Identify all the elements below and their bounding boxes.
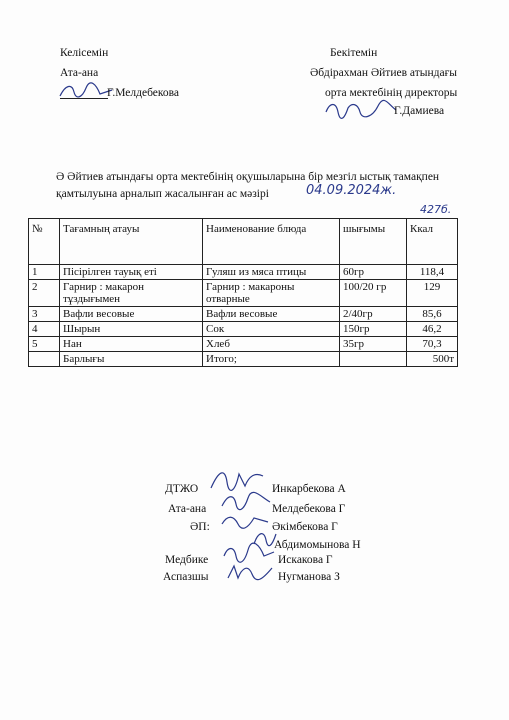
table-total-row	[29, 352, 458, 367]
cell-number	[29, 352, 60, 367]
cell-dish-ru: Вафли весовые	[203, 307, 340, 322]
table-header-row	[29, 219, 458, 265]
menu-heading-line1: Ә Әйтиев атындағы орта мектебінің оқушыларына бір мезгіл ыстық тамақпен	[56, 171, 440, 183]
cell-number: 2	[29, 280, 60, 307]
approve-right-line1: Әбдірахман Әйтиев атындағы	[310, 67, 458, 79]
cell-kcal: 129	[407, 280, 458, 307]
student-count-handwritten: 427б.	[420, 203, 452, 216]
header-dish-kz: Тағамның атауы	[60, 219, 203, 265]
cell-kcal: 70,3	[407, 337, 458, 352]
menu-heading-line2: қамтылуына арналып жасалынған ас мәзірі	[56, 188, 269, 200]
sign-role-cook: Аспазшы	[163, 571, 209, 583]
menu-date-handwritten: 04.09.2024ж.	[306, 183, 397, 198]
cell-yield: 100/20 гр	[340, 280, 407, 307]
cell-dish-kz: Вафли весовые	[60, 307, 203, 322]
cell-dish-ru: Хлеб	[203, 337, 340, 352]
cell-yield: 150гр	[340, 322, 407, 337]
table-row	[29, 322, 458, 337]
sign-name-parent: Мелдебекова Г	[272, 503, 346, 515]
table-row	[29, 307, 458, 322]
approve-right-line2: орта мектебінің директоры	[325, 87, 458, 99]
approve-left-name: Г.Мелдебекова	[107, 87, 180, 99]
cell-dish-ru: Гарнир : макароны отварные	[203, 280, 340, 307]
approve-right-name: Г.Дамиева	[394, 105, 445, 117]
table-row	[29, 280, 458, 307]
cell-dish-kz: Нан	[60, 337, 203, 352]
cell-dish-kz: Гарнир : макарон тұздығымен	[60, 280, 203, 307]
sign-role-ap: ӘП:	[190, 521, 210, 533]
cell-dish-ru: Гуляш из мяса птицы	[203, 265, 340, 280]
header-yield: шығымы	[340, 219, 407, 265]
cell-kcal: 46,2	[407, 322, 458, 337]
sign-name-cook: Нугманова З	[278, 571, 340, 583]
cell-dish-ru: Сок	[203, 322, 340, 337]
approve-left-title: Келісемін	[60, 47, 109, 59]
cell-yield: 35гр	[340, 337, 407, 352]
cell-kcal: 85,6	[407, 307, 458, 322]
cell-number: 3	[29, 307, 60, 322]
sign-role-nurse: Медбике	[165, 554, 209, 566]
cell-dish-kz: Пісірілген тауық еті	[60, 265, 203, 280]
header-dish-ru: Наименование блюда	[203, 219, 340, 265]
sign-role-dtzho: ДТЖО	[165, 483, 199, 495]
sign-name-nurse: Искакова Г	[278, 554, 333, 566]
cell-number: 1	[29, 265, 60, 280]
menu-table	[28, 218, 458, 367]
cell-total-ru: Итого;	[203, 352, 340, 367]
cell-number: 5	[29, 337, 60, 352]
sign-name-dtzho: Инкарбекова А	[272, 483, 346, 495]
cell-yield: 2/40гр	[340, 307, 407, 322]
sign-name-ap: Әкімбекова Г	[272, 521, 338, 533]
sign-name-abdimomynova: Абдимомынова Н	[274, 539, 361, 551]
header-number: №	[29, 219, 60, 265]
cell-total-kcal: 500т	[407, 352, 458, 367]
cell-number: 4	[29, 322, 60, 337]
cell-yield	[340, 352, 407, 367]
cell-yield: 60гр	[340, 265, 407, 280]
approve-left-role: Ата-ана	[60, 67, 99, 79]
approve-right-title: Бекітемін	[330, 47, 378, 59]
header-kcal: Ккал	[407, 219, 458, 265]
cell-dish-kz: Шырын	[60, 322, 203, 337]
signature-cook	[224, 560, 276, 584]
table-row	[29, 337, 458, 352]
sign-role-parent: Ата-ана	[168, 503, 207, 515]
cell-total-kz: Барлығы	[60, 352, 203, 367]
approve-right-signature	[322, 98, 400, 124]
cell-kcal: 118,4	[407, 265, 458, 280]
table-row	[29, 265, 458, 280]
